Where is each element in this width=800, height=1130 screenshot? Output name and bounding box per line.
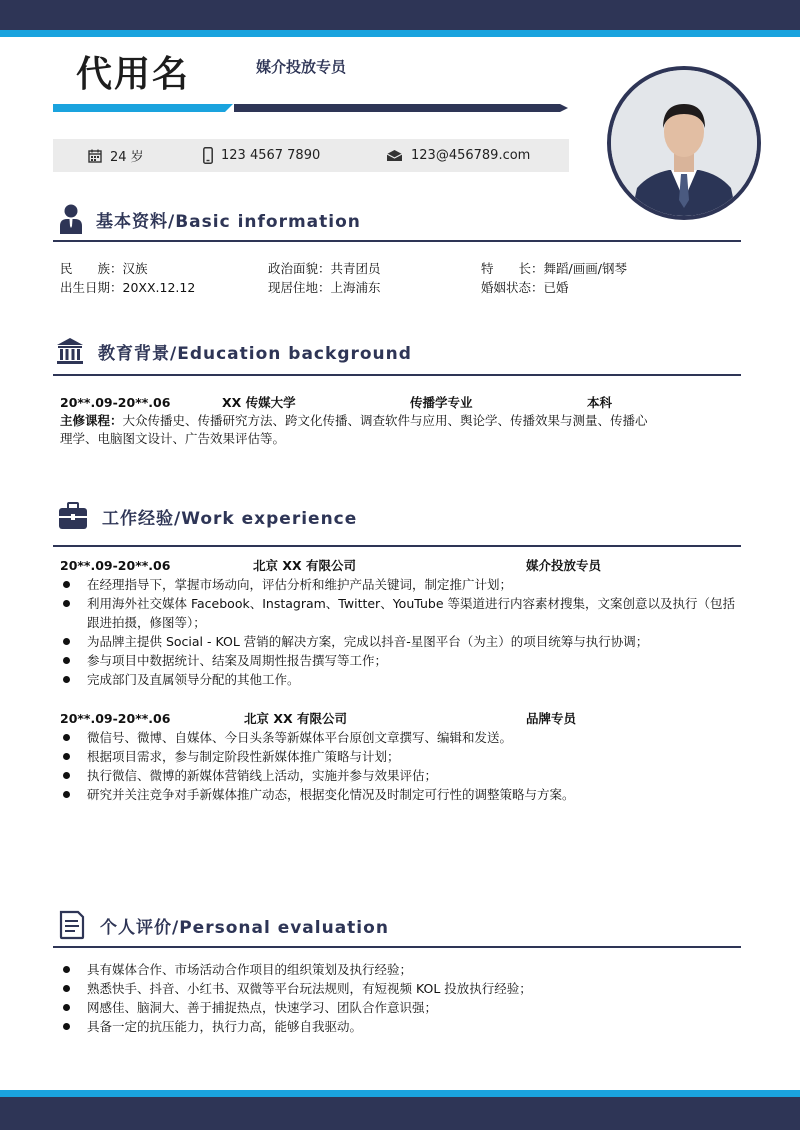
list-item: 利用海外社交媒体 Facebook、Instagram、Twitter、YouTube 等渠道进行内容素材搜集，文案创意以及执行（包括跟进拍摄，修图等）； <box>63 594 743 632</box>
job2-role: 品牌专员 <box>526 711 577 726</box>
courses-text-1: 大众传播史、传播研究方法、跨文化传播、调查软件与应用、舆论学、传播效果与测量、传播心 <box>122 413 648 428</box>
courses-line-2: 理学、电脑图文设计、广告效果评估等。 <box>60 431 286 446</box>
list-item: 网感佳、脑洞大、善于捕捉热点，快速学习、团队合作意识强； <box>63 998 743 1017</box>
calendar-icon <box>88 149 102 163</box>
ethnicity-label: 民 族： <box>60 261 123 276</box>
education-school: XX 传媒大学 <box>222 395 296 410</box>
skills-row <box>481 259 627 278</box>
basic-title-text: 基本资料/Basic information <box>96 211 361 232</box>
politics-value: 共青团员 <box>330 261 381 276</box>
list-item: 熟悉快手、抖音、小红书、双微等平台玩法规则，有短视频 KOL 投放执行经验； <box>63 979 743 998</box>
job2-duties <box>63 728 743 804</box>
job1-role: 媒介投放专员 <box>526 558 602 573</box>
residence-value: 上海浦东 <box>330 280 381 295</box>
marital-label: 婚姻状态： <box>481 280 544 295</box>
list-item: 完成部门及直属领导分配的其他工作。 <box>63 670 743 689</box>
education-section-rule <box>53 374 741 376</box>
contact-bar <box>53 139 569 172</box>
basic-section-title <box>60 204 361 234</box>
bottom-band <box>0 1097 800 1130</box>
age-text: 24 岁 <box>110 150 144 165</box>
list-item: 具备一定的抗压能力，执行力高，能够自我驱动。 <box>63 1017 743 1036</box>
list-item: 具有媒体合作、市场活动合作项目的组织策划及执行经验； <box>63 960 743 979</box>
politics-row <box>268 259 381 278</box>
courses-label: 主修课程： <box>60 413 123 428</box>
job1-duties <box>63 575 743 689</box>
politics-label: 政治面貌： <box>268 261 331 276</box>
education-degree: 本科 <box>587 395 613 410</box>
education-title-text: 教育背景/Education background <box>98 343 412 364</box>
header-divider-navy <box>234 104 560 112</box>
work-section-rule <box>53 545 741 547</box>
basic-section-rule <box>53 240 741 242</box>
top-stripe <box>0 30 800 37</box>
phone-icon <box>203 147 213 164</box>
evaluation-title-text: 个人评价/Personal evaluation <box>100 917 389 938</box>
bottom-stripe <box>0 1090 800 1097</box>
list-item: 在经理指导下，掌握市场动向，评估分析和维护产品关键词，制定推广计划； <box>63 575 743 594</box>
job-title: 媒介投放专员 <box>256 58 347 76</box>
email-text: 123@456789.com <box>411 148 531 163</box>
work-title-text: 工作经验/Work experience <box>102 508 358 529</box>
top-band <box>0 0 800 30</box>
profile-photo <box>607 66 761 220</box>
birth-label: 出生日期： <box>60 280 123 295</box>
residence-label: 现居住地： <box>268 280 331 295</box>
age-item <box>88 139 144 172</box>
person-icon <box>60 204 82 234</box>
birth-row <box>60 278 195 297</box>
job1-company: 北京 XX 有限公司 <box>253 558 356 573</box>
phone-item <box>203 139 320 172</box>
education-period: 20**.09-20**.06 <box>60 395 171 410</box>
residence-row <box>268 278 381 297</box>
birth-value: 20XX.12.12 <box>122 280 196 295</box>
institution-icon <box>56 337 84 365</box>
job1-period: 20**.09-20**.06 <box>60 558 171 573</box>
avatar-illustration <box>611 70 757 216</box>
phone-text: 123 4567 7890 <box>221 148 321 163</box>
skills-value: 舞蹈/画画/钢琴 <box>543 261 627 276</box>
education-section-title <box>56 337 412 365</box>
ethnicity-value: 汉族 <box>122 261 148 276</box>
header-divider-blue <box>53 104 225 112</box>
courses-line-1 <box>60 411 648 430</box>
evaluation-section-rule <box>53 946 741 948</box>
marital-row <box>481 278 569 297</box>
list-item: 为品牌主提供 Social - KOL 营销的解决方案，完成以抖音-星图平台（为主）的项目统筹与执行协调； <box>63 632 743 651</box>
evaluation-list <box>63 960 743 1036</box>
header-divider-navy-tip <box>560 104 568 112</box>
education-major: 传播学专业 <box>410 395 473 410</box>
ethnicity-row <box>60 259 148 278</box>
briefcase-icon <box>58 502 88 530</box>
list-item: 根据项目需求，参与制定阶段性新媒体推广策略与计划； <box>63 747 743 766</box>
skills-label: 特 长： <box>481 261 544 276</box>
header-divider-blue-tip <box>225 104 233 112</box>
mail-icon <box>386 149 403 162</box>
candidate-name: 代用名 <box>76 54 191 95</box>
list-item: 研究并关注竞争对手新媒体推广动态，根据变化情况及时制定可行性的调整策略与方案。 <box>63 785 743 804</box>
list-item: 微信号、微博、自媒体、今日头条等新媒体平台原创文章撰写、编辑和发送。 <box>63 728 743 747</box>
email-item <box>386 139 530 172</box>
job2-company: 北京 XX 有限公司 <box>244 711 347 726</box>
evaluation-section-title <box>58 910 389 940</box>
marital-value: 已婚 <box>543 280 569 295</box>
list-item: 执行微信、微博的新媒体营销线上活动，实施并参与效果评估； <box>63 766 743 785</box>
list-item: 参与项目中数据统计、结案及周期性报告撰写等工作； <box>63 651 743 670</box>
document-icon <box>58 910 86 940</box>
job2-period: 20**.09-20**.06 <box>60 711 171 726</box>
work-section-title <box>58 502 357 530</box>
